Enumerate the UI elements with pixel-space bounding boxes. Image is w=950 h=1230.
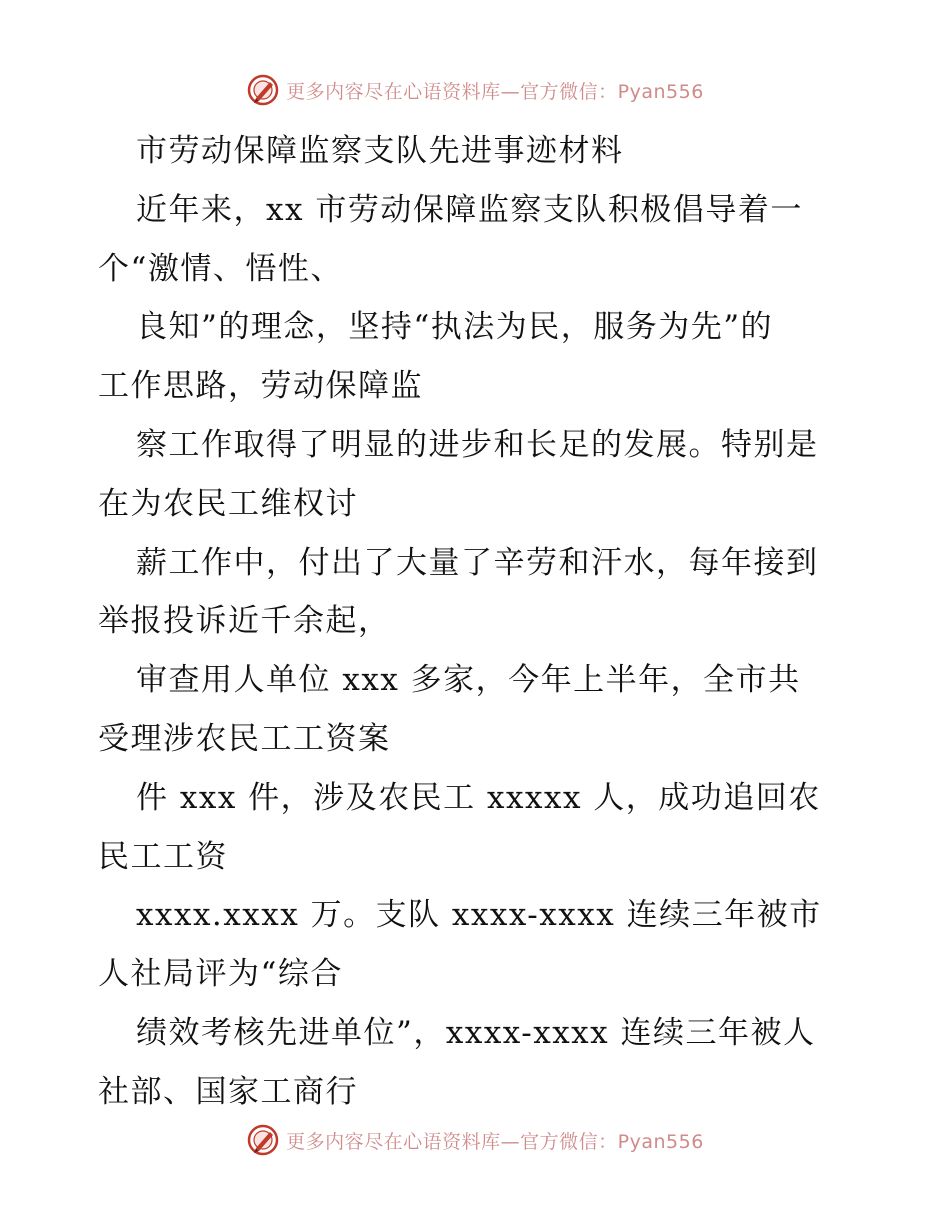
paragraph-line: 件 xxx 件，涉及农民工 xxxxx 人，成功追回农 <box>136 779 821 816</box>
paragraph-line: 审查用人单位 xxx 多家，今年上半年，全市共 <box>136 662 801 699</box>
paragraph-line: 人社局评为“综合 <box>98 956 343 993</box>
red-pen-logo-icon <box>246 73 280 107</box>
document-body <box>98 122 858 1122</box>
footer-banner-text: 更多内容尽在心语资料库—官方微信：Pyan556 <box>286 1130 704 1153</box>
paragraph-line: 民工工资 <box>98 838 228 875</box>
paragraph-line: 薪工作中，付出了大量了辛劳和汗水，每年接到 <box>136 544 819 581</box>
paragraph-line: 工作思路，劳动保障监 <box>98 368 423 405</box>
paragraph-line: xxxx.xxxx 万。支队 xxxx-xxxx 连续三年被市 <box>136 897 822 934</box>
footer-banner <box>0 1120 950 1160</box>
paragraph-line: 绩效考核先进单位”，xxxx-xxxx 连续三年被人 <box>136 1014 816 1051</box>
paragraph-line: 社部、国家工商行 <box>98 1073 358 1110</box>
paragraph-line: 举报投诉近千余起， <box>98 603 391 640</box>
header-banner-text: 更多内容尽在心语资料库—官方微信：Pyan556 <box>286 80 704 103</box>
red-pen-logo-icon <box>246 1123 280 1157</box>
header-banner <box>0 70 950 110</box>
paragraph-line: 近年来，xx 市劳动保障监察支队积极倡导着一 <box>136 191 803 228</box>
paragraph-line: 个“激情、悟性、 <box>98 250 343 287</box>
paragraph-line: 在为农民工维权讨 <box>98 485 358 522</box>
paragraph-line: 良知”的理念，坚持“执法为民，服务为先”的 <box>136 309 774 346</box>
document-title: 市劳动保障监察支队先进事迹材料 <box>136 133 624 169</box>
paragraph-line: 察工作取得了明显的进步和长足的发展。特别是 <box>136 426 819 463</box>
paragraph-line: 受理涉农民工工资案 <box>98 720 391 757</box>
